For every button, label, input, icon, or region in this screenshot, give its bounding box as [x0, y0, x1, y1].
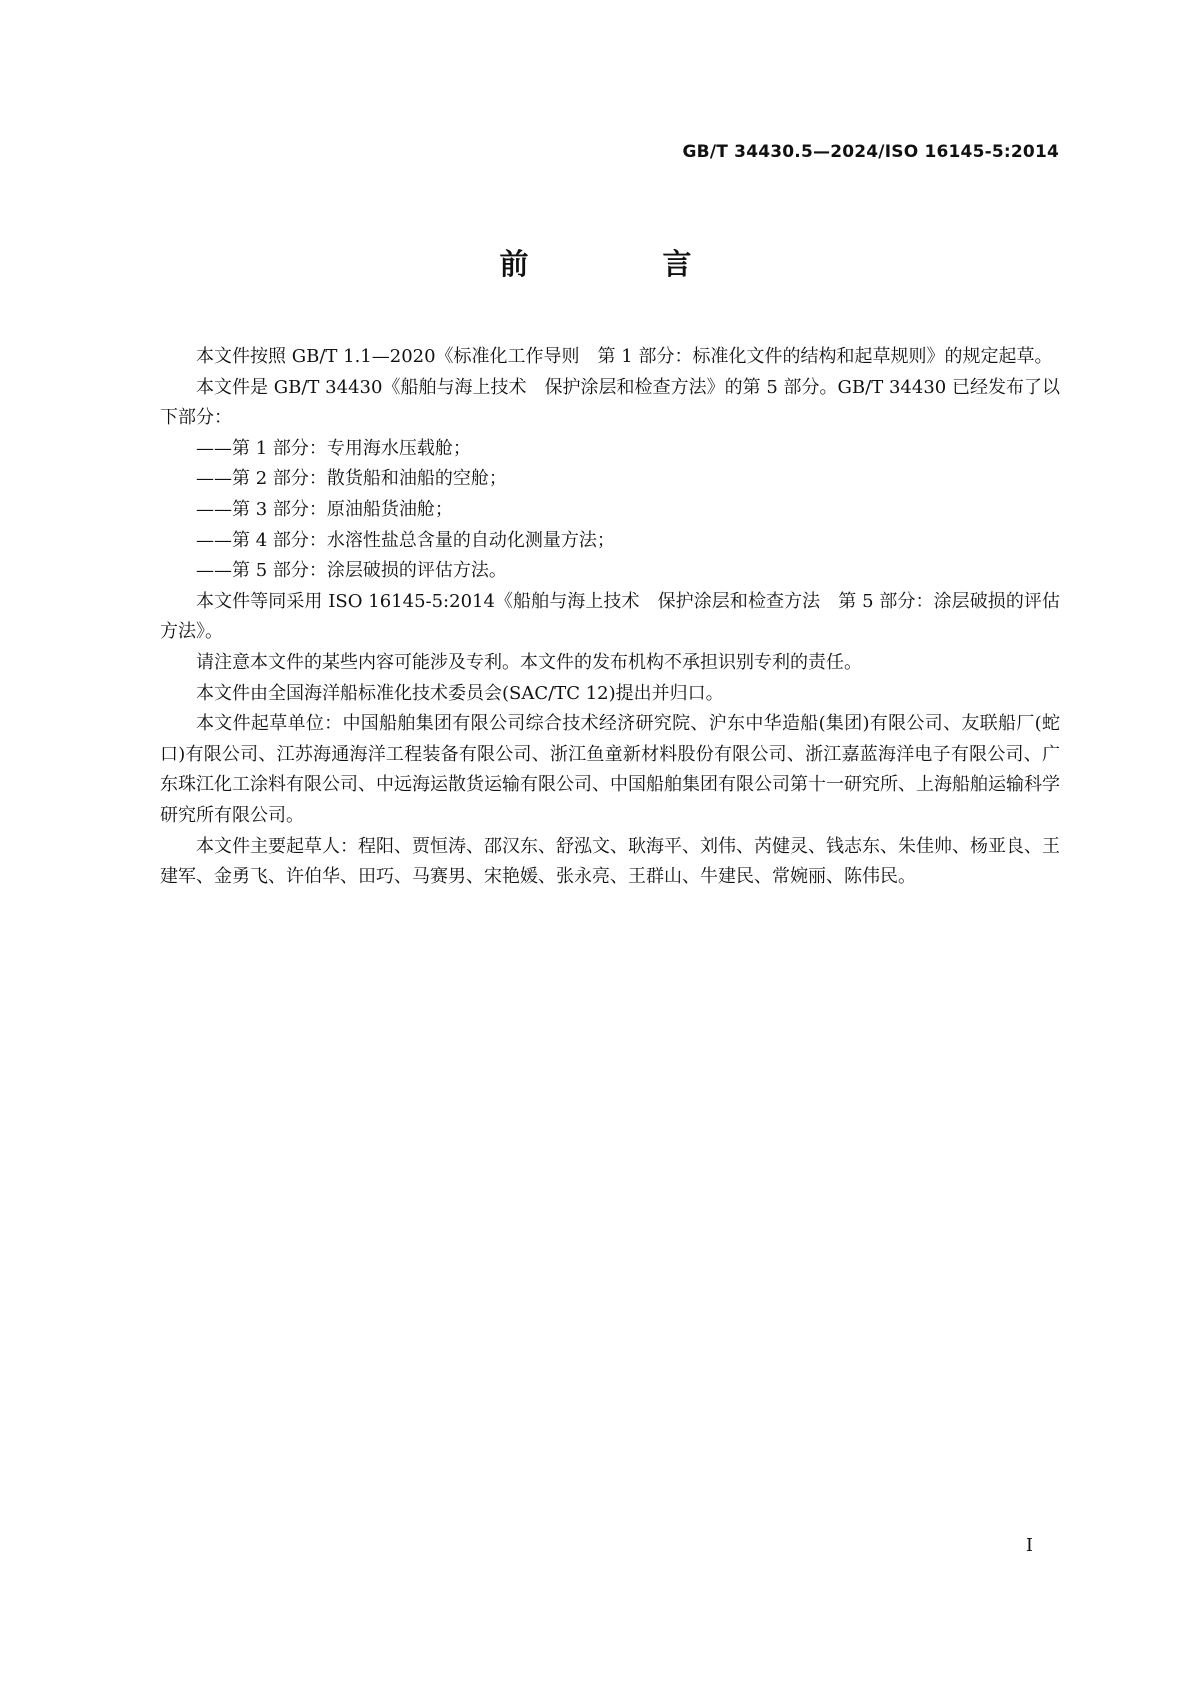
page-title: 前 言 — [499, 247, 754, 281]
standard-code-header: GB/T 34430.5—2024/ISO 16145-5:2014 — [682, 142, 1059, 162]
paragraph-drafting-rules: 本文件按照 GB/T 1.1—2020《标准化工作导则 第 1 部分：标准化文件的结构和起草规则》的规定起草。 — [196, 346, 1053, 367]
page-number: I — [1025, 1535, 1033, 1556]
list-item-part-3: ——第 3 部分：原油船货油舱； — [196, 498, 453, 520]
list-item-part-4: ——第 4 部分：水溶性盐总含量的自动化测量方法； — [196, 529, 615, 551]
list-item-part-5: ——第 5 部分：涂层破损的评估方法。 — [196, 560, 507, 582]
paragraph-patent-notice: 请注意本文件的某些内容可能涉及专利。本文件的发布机构不承担识别专利的责任。 — [196, 651, 862, 673]
paragraph-iso-adoption: 本文件等同采用 ISO 16145-5:2014《船舶与海上技术 保护涂层和检查方法 第 5 部分：涂层破损的评估方法》。 — [160, 590, 1060, 643]
document-body — [160, 342, 1060, 893]
paragraph-committee: 本文件由全国海洋船标准化技术委员会(SAC/TC 12)提出并归口。 — [196, 682, 724, 704]
list-item-part-2: ——第 2 部分：散货船和油船的空舱； — [196, 468, 507, 490]
paragraph-drafters: 本文件主要起草人：程阳、贾恒涛、邵汉东、舒泓文、耿海平、刘伟、芮健灵、钱志东、朱佳帅、杨亚良、王建军、金勇飞、许伯华、田巧、马赛男、宋艳媛、张永亮、王群山、牛建民、常婉丽、陈伟民。 — [160, 835, 1060, 888]
list-item-part-1: ——第 1 部分：专用海水压载舱； — [196, 437, 471, 459]
paragraph-series-parts: 本文件是 GB/T 34430《船舶与海上技术 保护涂层和检查方法》的第 5 部分。GB/T 34430 已经发布了以下部分： — [160, 376, 1060, 429]
paragraph-drafting-units: 本文件起草单位：中国船舶集团有限公司综合技术经济研究院、沪东中华造船(集团)有限公司、友联船厂(蛇口)有限公司、江苏海通海洋工程装备有限公司、浙江鱼童新材料股份有限公司、浙江嘉蓝海洋电子有限公司、广东珠江化工涂料有限公司、中远海运散货运输有限公司、中国船舶集团有限公司第十一研究所、上海船舶运输科学研究所有限公司。 — [160, 713, 1060, 826]
